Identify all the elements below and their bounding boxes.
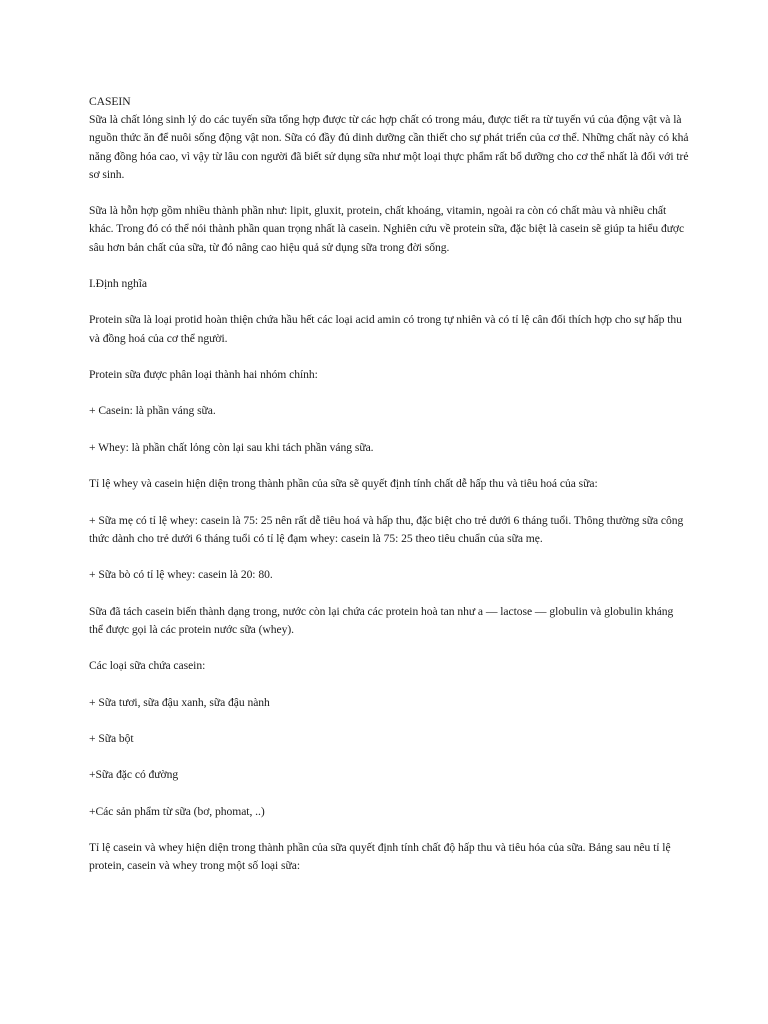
list-item-breast-milk: + Sữa mẹ có tỉ lệ whey: casein là 75: 25 nên rất dễ tiêu hoá và hấp thu, đặc biệt cho trẻ dưới 6 tháng tuổi. Thông thường sữa công thức dành cho trẻ dưới 6 tháng tuổi có tỉ lệ đạm whey: casein là 75: 25 theo tiêu chuẩn của sữa mẹ. <box>89 513 684 545</box>
paragraph-ratio: Tỉ lệ whey và casein hiện diện trong thành phần của sữa sẽ quyết định tính chất dễ hấp thu và tiêu hoá của sữa: <box>89 477 598 491</box>
paragraph-intro: Sữa là chất lỏng sinh lý do các tuyến sữa tổng hợp được từ các hợp chất có trong máu, được tiết ra từ tuyến vú của động vật và là nguồn thức ăn để nuôi sống động vật non. Sữa có đầy đủ dinh dưỡng cần thiết cho sự phát triển của cơ thể. Những chất này có khả năng đồng hóa cao, vì vậy từ lâu con người đã biết sử dụng sữa như một loại thực phẩm rất bổ dưỡng cho cơ thể nhất là đối với trẻ sơ sinh. <box>89 113 689 181</box>
list-item-fresh-milk: + Sữa tươi, sữa đậu xanh, sữa đậu nành <box>89 695 270 709</box>
paragraph-milk-types: Các loại sữa chứa casein: <box>89 659 206 673</box>
list-item-powdered-milk: + Sữa bột <box>89 731 134 745</box>
list-item-cow-milk: + Sữa bò có tỉ lệ whey: casein là 20: 80. <box>89 568 273 582</box>
list-item-casein: + Casein: là phần váng sữa. <box>89 404 216 418</box>
list-item-dairy-products: +Các sản phẩm từ sữa (bơ, phomat, ..) <box>89 804 265 818</box>
document-body <box>89 93 689 894</box>
paragraph-composition: Sữa là hỗn hợp gồm nhiều thành phần như: lipit, gluxit, protein, chất khoáng, vitamin, ngoài ra còn có chất màu và nhiều chất khác. Trong đó có thể nói thành phần quan trọng nhất là casein. Nghiên cứu về protein sữa, đặc biệt là casein sẽ giúp ta hiểu được sâu hơn bản chất của sữa, từ đó nâng cao hiệu quả sử dụng sữa trong đời sống. <box>89 204 685 254</box>
paragraph-definition: Protein sữa là loại protid hoàn thiện chứa hầu hết các loại acid amin có trong tự nhiên và có tỉ lệ cân đối thích hợp cho sự hấp thu và đồng hoá của cơ thể người. <box>89 313 682 345</box>
paragraph-classification: Protein sữa được phân loại thành hai nhóm chính: <box>89 367 318 381</box>
section-heading-definition: I.Định nghĩa <box>89 277 148 290</box>
paragraph-table-intro: Tỉ lệ casein và whey hiện diện trong thành phần của sữa quyết định tính chất độ hấp thu và tiêu hóa của sữa. Bảng sau nêu tỉ lệ protein, casein và whey trong một số loại sữa: <box>89 841 671 873</box>
list-item-whey: + Whey: là phần chất lỏng còn lại sau khi tách phần váng sữa. <box>89 440 374 454</box>
list-item-condensed-milk: +Sữa đặc có đường <box>89 768 179 782</box>
paragraph-whey-protein: Sữa đã tách casein biến thành dạng trong, nước còn lại chứa các protein hoà tan như a — lactose — globulin và globulin kháng thể được gọi là các protein nước sữa (whey). <box>89 604 674 636</box>
document-title: CASEIN <box>89 95 131 108</box>
